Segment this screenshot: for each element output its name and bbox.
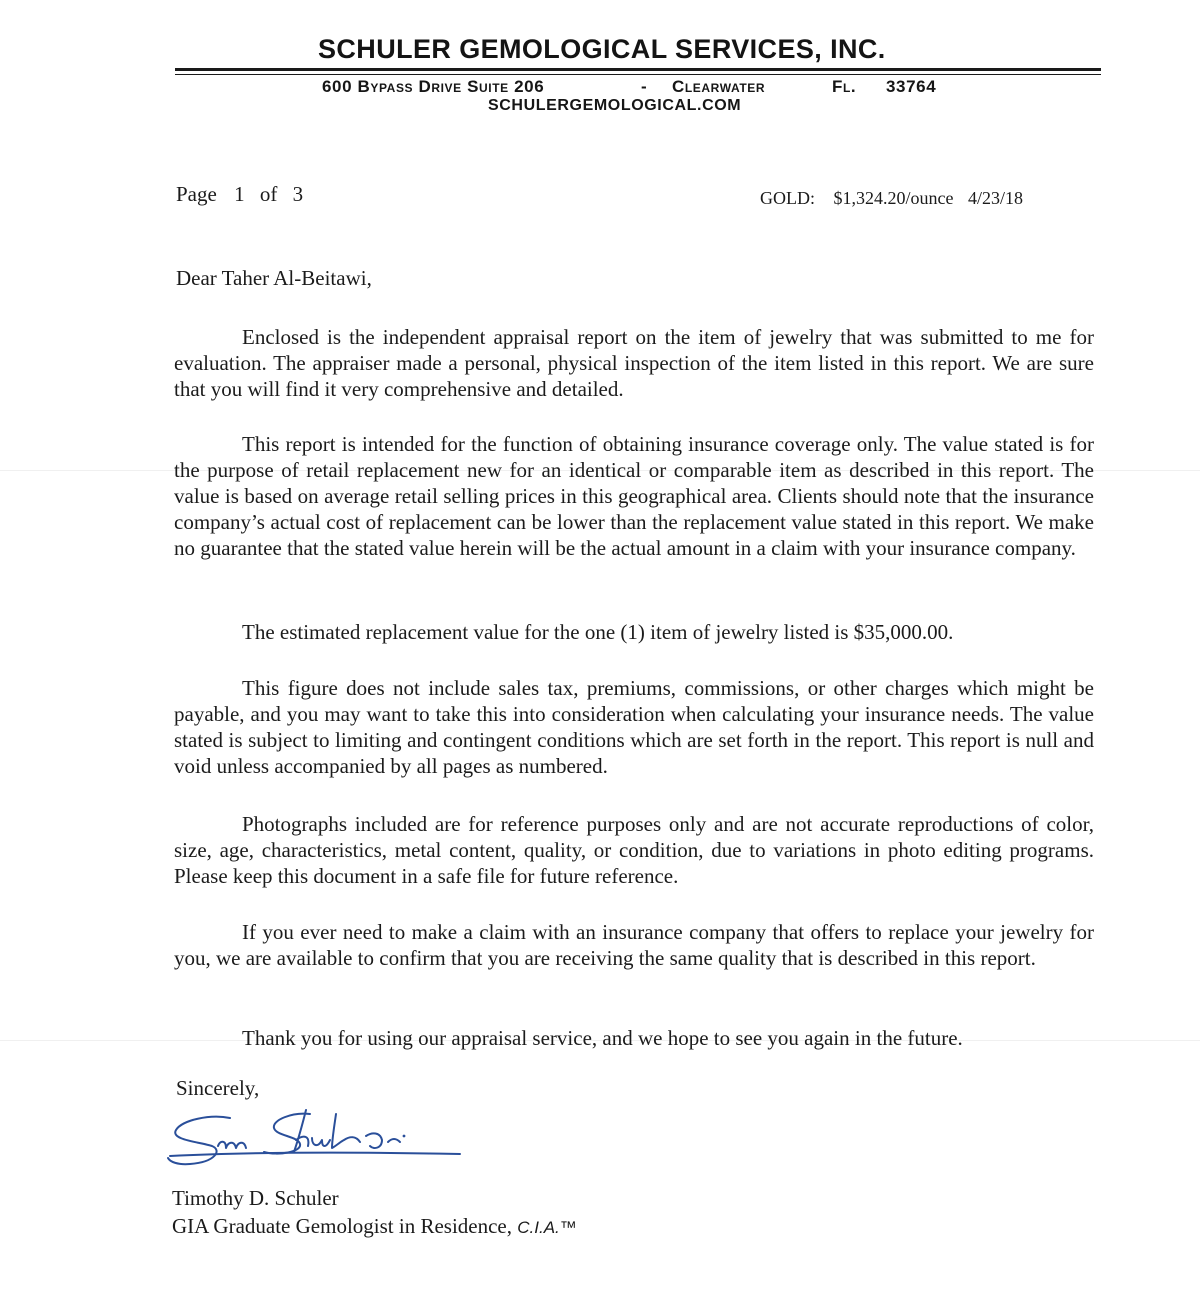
address-city: Clearwater (672, 77, 766, 96)
company-name: SCHULER GEMOLOGICAL SERVICES, INC. (318, 34, 886, 64)
page-indicator (176, 182, 309, 207)
paragraph-purpose: This report is intended for the function of obtaining insurance coverage only. The value stated is for the purpose of retail replacement new for an identical or comparable item as described in this report. The value is based on average retail selling prices in this geographical area. Clients should note that the insurance company’s actual cost of replacement can be lower than the replacement value stated in this report. We make no guarantee that the stated value herein will be the actual amount in a claim with your insurance company. (174, 432, 1094, 560)
address-zip: 33764 (886, 77, 937, 96)
signer-title: GIA Graduate Gemologist in Residence, (172, 1214, 512, 1238)
letterhead-rule-thin (175, 74, 1101, 75)
closing: Sincerely, (176, 1076, 260, 1100)
paragraph-enclosed: Enclosed is the independent appraisal report on the item of jewelry that was submitted to me for evaluation. The appraiser made a personal, physical inspection of the item listed in this report. We are sure that you will find it very comprehensive and detailed. (174, 325, 1094, 401)
page-label: Page (176, 182, 217, 206)
gold-price-line (760, 188, 1031, 209)
signer-name: Timothy D. Schuler (172, 1186, 339, 1210)
gold-date: 4/23/18 (967, 188, 1023, 208)
signer-title-line (172, 1214, 577, 1239)
paragraph-claims: If you ever need to make a claim with an insurance company that offers to replace your jewelry for you, we are available to confirm that you are receiving the same quality that is described in this report. (174, 920, 1094, 970)
company-website: SCHULERGEMOLOGICAL.COM (488, 97, 742, 114)
page-total: 3 (292, 182, 304, 206)
page-number: 1 (234, 182, 245, 206)
handwritten-signature (160, 1106, 480, 1178)
salutation: Dear Taher Al-Beitawi, (176, 266, 372, 290)
address-separator: - (641, 77, 648, 96)
address-state: Fl. (832, 77, 857, 96)
letterhead-rule (175, 68, 1101, 71)
paragraph-thank-you: Thank you for using our appraisal service, and we hope to see you again in the future. (242, 1026, 963, 1050)
gold-price: $1,324.20/ounce (833, 188, 954, 208)
address-street: 600 Bypass Drive Suite 206 (322, 77, 545, 96)
page-of: of (259, 182, 278, 206)
gold-label: GOLD: (760, 188, 815, 208)
paragraph-replacement-value: The estimated replacement value for the one (1) item of jewelry listed is $35,000.00. (242, 620, 954, 644)
paragraph-exclusions: This figure does not include sales tax, premiums, commissions, or other charges which might be payable, and you may want to take this into consideration when calculating your insurance needs. The value stated is subject to limiting and contingent conditions which are set forth in the report. This report is null and void unless accompanied by all pages as numbered. (174, 676, 1094, 778)
signer-credential: C.I.A.™ (517, 1218, 577, 1237)
paragraph-photographs: Photographs included are for reference purposes only and are not accurate reproductions of color, size, age, characteristics, metal content, quality, or condition, due to variations in photo editing programs. Please keep this document in a safe file for future reference. (174, 812, 1094, 888)
